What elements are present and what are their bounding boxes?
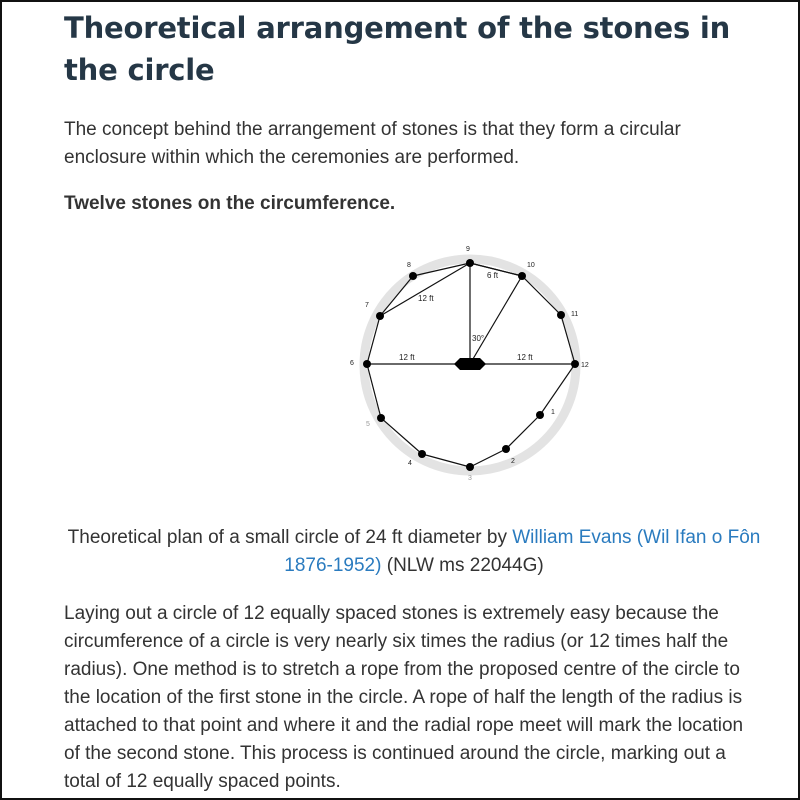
- stone-number-1: 1: [551, 409, 555, 416]
- centre-stone: [454, 358, 486, 370]
- stone-number-5: 5: [366, 421, 370, 428]
- subheading: Twelve stones on the circumference.: [64, 193, 396, 214]
- stone-5: [377, 414, 385, 422]
- label-12ft-chord: 12 ft: [418, 294, 434, 303]
- radius-line-10: [470, 276, 522, 364]
- caption-suffix: (NLW ms 22044G): [381, 555, 544, 576]
- stone-10: [518, 272, 526, 280]
- stone-number-6: 6: [350, 360, 354, 367]
- stone-8: [409, 272, 417, 280]
- stone-12: [571, 360, 579, 368]
- label-6ft: 6 ft: [487, 271, 499, 280]
- stone-number-4: 4: [408, 460, 412, 467]
- label-12ft-right: 12 ft: [517, 353, 533, 362]
- stone-number-10: 10: [527, 262, 535, 269]
- author-link[interactable]: William Evans (Wil Ifan o Fôn 1876-1952): [284, 527, 761, 576]
- stone-6: [363, 360, 371, 368]
- stone-number-11: 11: [571, 311, 579, 318]
- stone-11: [557, 311, 565, 319]
- body-paragraph: Laying out a circle of 12 equally spaced stones is extremely easy because the circumference of a circle is very nearly six times the radius (or 12 times half the radius). One method is to stretch a rope from the proposed centre of the circle to the location of the first stone in the circle. A rope of half the length of the radius is attached to that point and where it and the radial rope meet will mark the location of the second stone. This process is continued around the circle, marking out a total of 12 equally spaced points.: [64, 603, 744, 792]
- stone-2: [502, 445, 510, 453]
- page-title: Theoretical arrangement of the stones in the circle: [64, 11, 731, 87]
- stone-3: [466, 463, 474, 471]
- intro-paragraph: The concept behind the arrangement of stones is that they form a circular enclosure within which the ceremonies are performed.: [64, 119, 681, 168]
- stone-4: [418, 450, 426, 458]
- stone-number-12: 12: [581, 362, 589, 369]
- stone-circle-diagram: [284, 242, 594, 492]
- stone-number-2: 2: [511, 458, 515, 465]
- stone-number-7: 7: [365, 302, 369, 309]
- stone-circle-figure: [284, 242, 594, 492]
- stone-9: [466, 259, 474, 267]
- stone-number-8: 8: [407, 262, 411, 269]
- label-30deg: 30°: [472, 334, 485, 343]
- stone-number-3: 3: [468, 475, 472, 482]
- label-12ft-left: 12 ft: [399, 353, 415, 362]
- stone-number-9: 9: [466, 246, 470, 253]
- stone-7: [376, 312, 384, 320]
- figure-caption: [64, 524, 764, 580]
- stone-1: [536, 411, 544, 419]
- caption-prefix: Theoretical plan of a small circle of 24 ft diameter by: [67, 527, 513, 548]
